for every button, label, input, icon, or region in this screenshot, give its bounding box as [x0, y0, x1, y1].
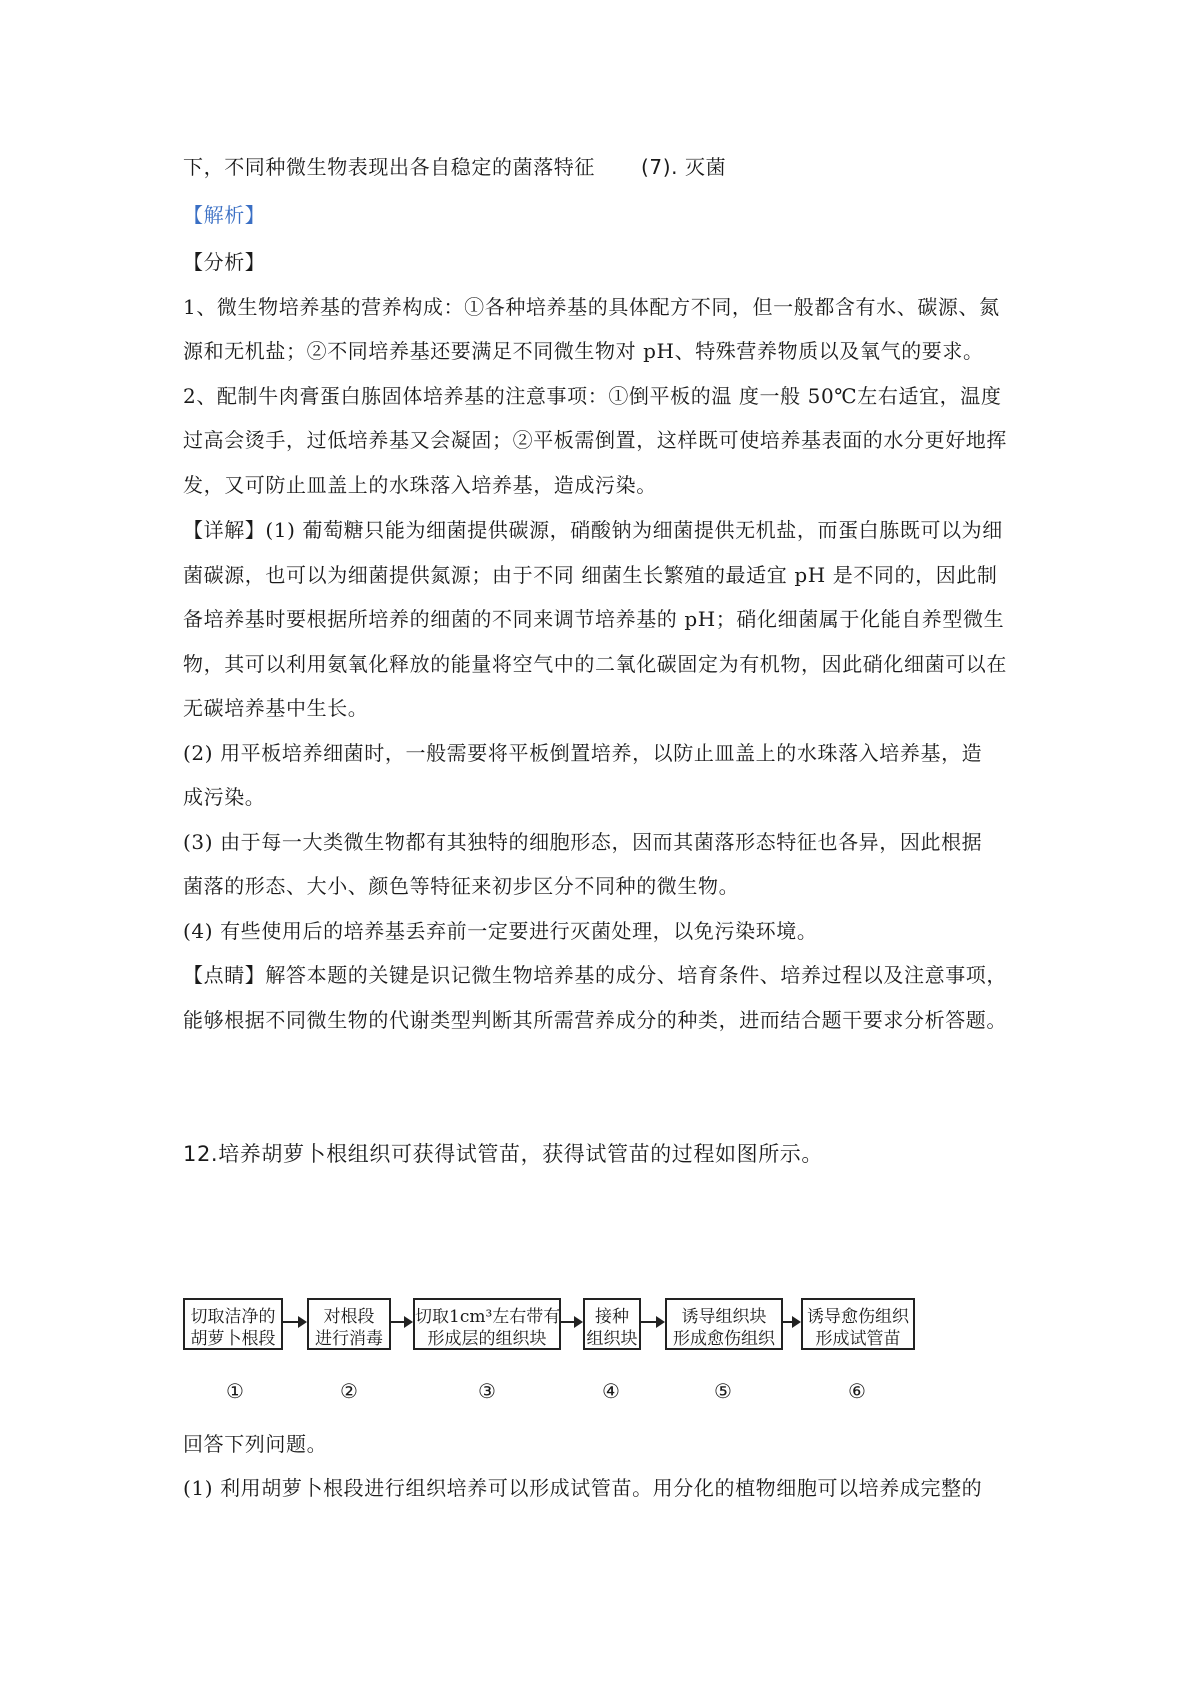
flow-step-3	[413, 1298, 561, 1350]
flow-step-2	[307, 1298, 391, 1350]
flow-step-3-line1: 切取1cm³左右带有	[415, 1307, 561, 1327]
analysis-p1-line1: 1、微生物培养基的营养构成：①各种培养基的具体配方不同，但一般都含有水、碳源、氮	[183, 295, 1000, 319]
answer-line-7	[183, 155, 726, 179]
flow-step-4	[583, 1298, 641, 1350]
detail-4-line1: (4) 有些使用后的培养基丢弃前一定要进行灭菌处理，以免污染环境。	[183, 919, 818, 943]
flow-label-4: ④	[602, 1379, 620, 1403]
flow-step-6-line1: 诱导愈伤组织	[807, 1307, 909, 1327]
fenxi-heading: 【分析】	[183, 250, 266, 274]
flow-arrow-1	[283, 1321, 305, 1323]
detail-3-line1: (3) 由于每一大类微生物都有其独特的细胞形态，因而其菌落形态特征也各异，因此根据	[183, 830, 983, 854]
flow-label-1: ①	[226, 1379, 244, 1403]
detail-1-line4: 物，其可以利用氨氧化释放的能量将空气中的二氧化碳固定为有机物，因此硝化细菌可以在	[183, 652, 1007, 676]
detail-2-line2: 成污染。	[183, 785, 266, 809]
comment-line1: 【点睛】解答本题的关键是识记微生物培养基的成分、培育条件、培养过程以及注意事项，	[183, 963, 1007, 987]
flow-arrow-2	[391, 1321, 411, 1323]
flow-label-2: ②	[340, 1379, 358, 1403]
comment-line2: 能够根据不同微生物的代谢类型判断其所需营养成分的种类，进而结合题干要求分析答题。	[183, 1008, 1007, 1032]
flow-arrow-3	[561, 1321, 581, 1323]
answer-7-text: (7). 灭菌	[641, 155, 727, 179]
detail-1-line3: 备培养基时要根据所培养的细菌的不同来调节培养基的 pH；硝化细菌属于化能自养型微生	[183, 607, 1005, 631]
detail-2-line1: (2) 用平板培养细菌时，一般需要将平板倒置培养，以防止皿盖上的水珠落入培养基，造	[183, 741, 983, 765]
flow-step-5	[665, 1298, 783, 1350]
flow-label-3: ③	[478, 1379, 496, 1403]
flow-step-5-line1: 诱导组织块	[681, 1307, 767, 1327]
sub-question-1: (1) 利用胡萝卜根段进行组织培养可以形成试管苗。用分化的植物细胞可以培养成完整的	[183, 1476, 983, 1500]
flow-step-6-line2: 形成试管苗	[815, 1329, 901, 1349]
flow-arrow-5	[783, 1321, 799, 1323]
flow-step-2-line1: 对根段	[323, 1307, 375, 1327]
flow-step-1-line1: 切取洁净的	[190, 1307, 276, 1327]
flow-step-2-line2: 进行消毒	[315, 1329, 383, 1349]
detail-1-line1: 【详解】(1) 葡萄糖只能为细菌提供碳源，硝酸钠为细菌提供无机盐，而蛋白胨既可以为细	[183, 518, 1003, 542]
flow-step-4-line2: 组织块	[586, 1329, 638, 1349]
flow-step-6	[801, 1298, 915, 1350]
flow-step-1	[183, 1298, 283, 1350]
analysis-p2-line3: 发，又可防止皿盖上的水珠落入培养基，造成污染。	[183, 473, 657, 497]
detail-1-line2: 菌碳源，也可以为细菌提供氮源；由于不同 细菌生长繁殖的最适宜 pH 是不同的，因此制	[183, 563, 998, 587]
flow-label-6: ⑥	[848, 1379, 866, 1403]
flow-label-5: ⑤	[714, 1379, 732, 1403]
question-12-title: 12.培养胡萝卜根组织可获得试管苗，获得试管苗的过程如图所示。	[183, 1142, 823, 1166]
flow-arrow-4	[641, 1321, 663, 1323]
flow-step-3-line2: 形成层的组织块	[427, 1329, 547, 1349]
flow-step-4-line1: 接种	[595, 1307, 629, 1327]
detail-3-line2: 菌落的形态、大小、颜色等特征来初步区分不同种的微生物。	[183, 874, 740, 898]
analysis-p1-line2: 源和无机盐；②不同培养基还要满足不同微生物对 pH、特殊营养物质以及氧气的要求。	[183, 339, 984, 363]
flow-step-1-line2: 胡萝卜根段	[190, 1329, 276, 1349]
flow-step-5-line2: 形成愈伤组织	[673, 1329, 775, 1349]
answer-prompt: 回答下列问题。	[183, 1432, 328, 1456]
jiexi-heading: 【解析】	[183, 203, 266, 227]
answer-6-text: 下，不同种微生物表现出各自稳定的菌落特征	[183, 155, 595, 179]
analysis-p2-line1: 2、配制牛肉膏蛋白胨固体培养基的注意事项：①倒平板的温 度一般 50℃左右适宜，温度	[183, 384, 1002, 408]
detail-1-line5: 无碳培养基中生长。	[183, 696, 369, 720]
tissue-culture-flowchart	[183, 1283, 1023, 1413]
analysis-p2-line2: 过高会烫手，过低培养基又会凝固；②平板需倒置，这样既可使培养基表面的水分更好地挥	[183, 428, 1007, 452]
